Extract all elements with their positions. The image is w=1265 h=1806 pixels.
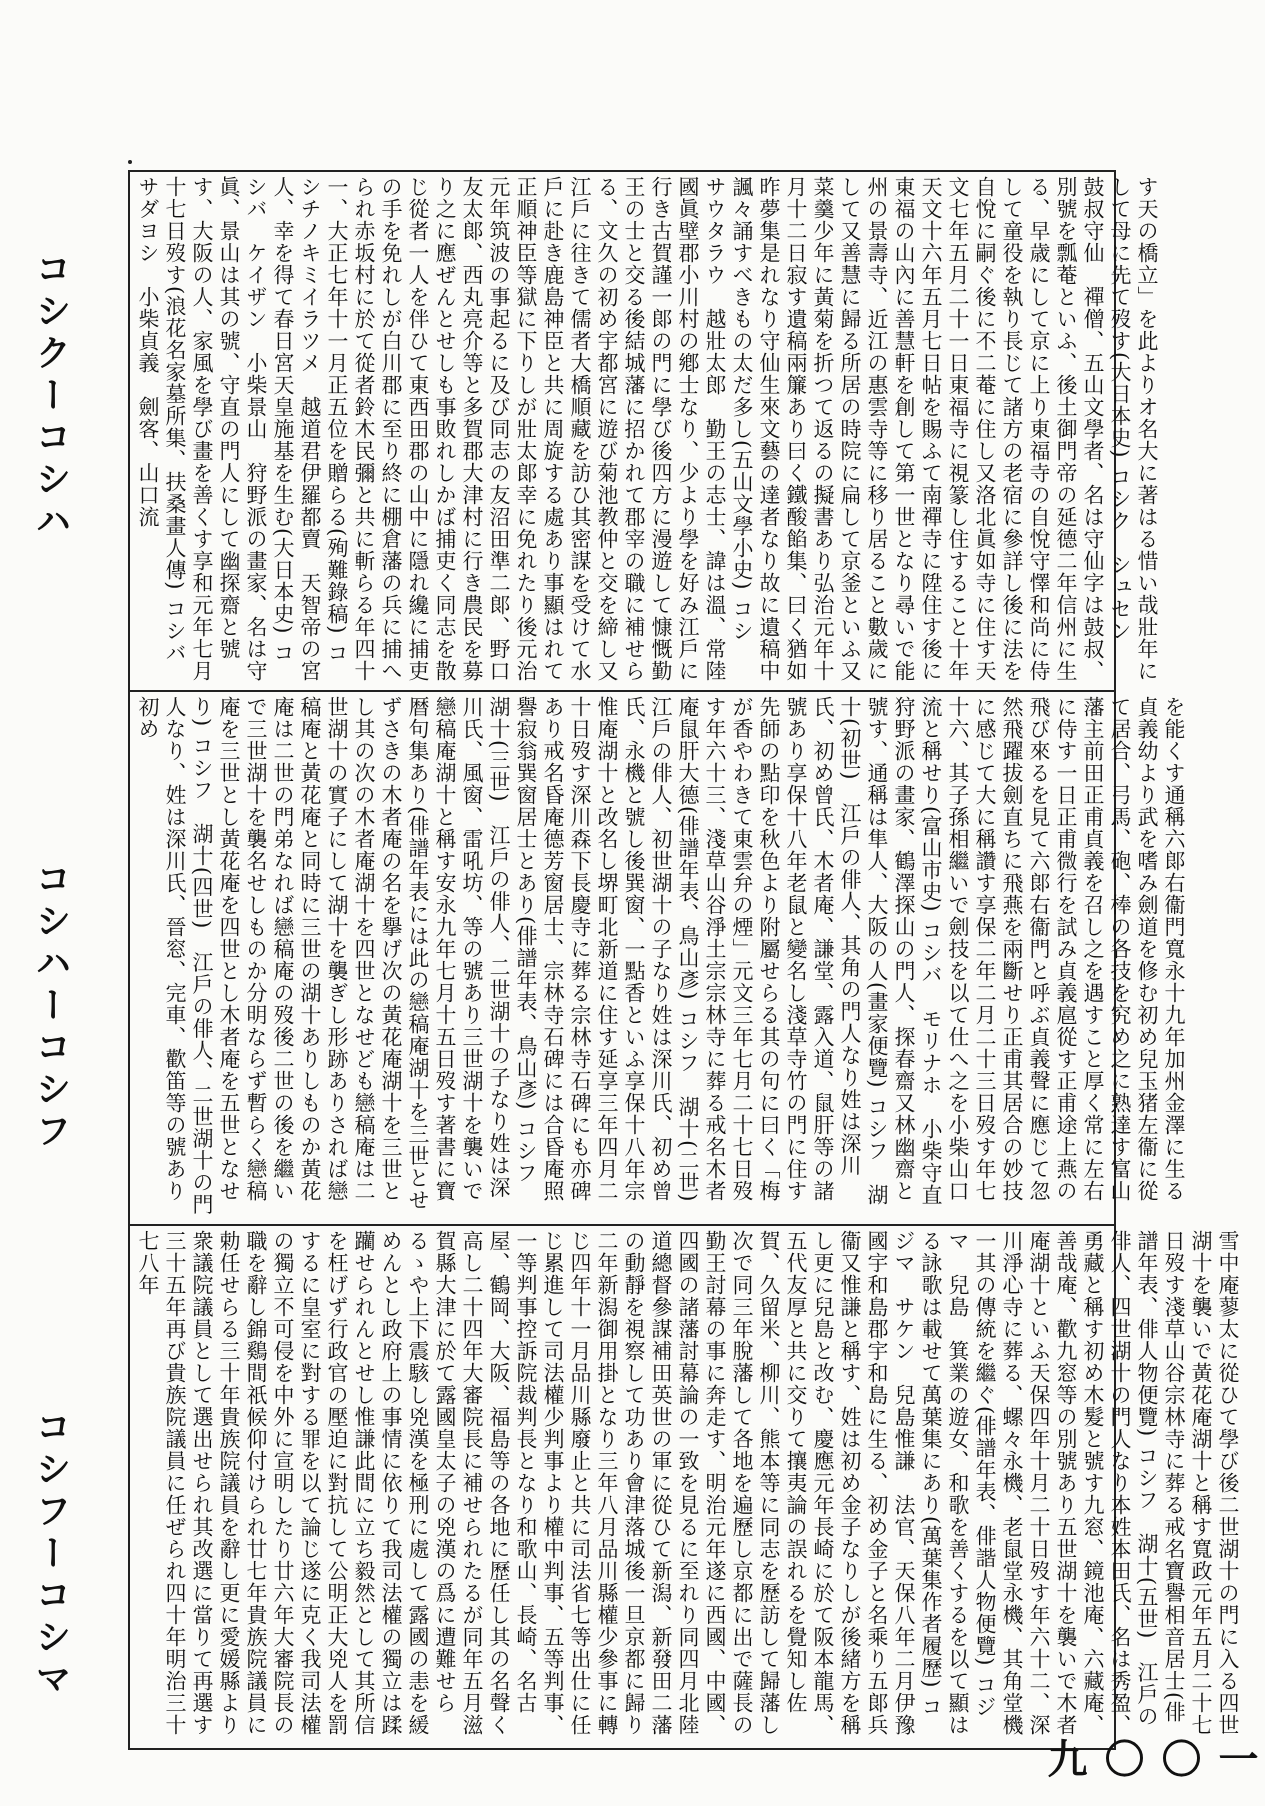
entry-kojima-iken: コジマ サケン 兒島惟謙 法官、天保八年二月伊豫國宇和島郡宇和島に生る、初め金子と名乘り五郞兵衞又惟謙と稱す、姓は初め金子なりしが後緒方を稱し更に兒島と改む、慶應元年長崎に於て阪本龍馬、五代友厚と共に交りて攘夷論の誤れるを覺知し佐賀、久留米、柳川、熊本等に同志を歷訪して歸藩し次で同三年脫藩して各地を遍歷し京都に出で薩長の勤王討幕の事に奔走す、明治元年遂に西國、中國、四國の諸藩討幕論の一致を見るに至れり同四月北陸道總督參謀補田英世の軍に從ひて新潟、新發田二藩の動靜を視察して功あり會津落城後一旦京都に歸り二年新潟御用掛となり三年八月品川縣權少參事に轉じ四年十一月品川縣廢止と共に司法省七等出仕に任じ累進して司法權少判事より權中判事、五等判事、一等判事控訴院裁判長となり和歌山、長崎、名古屋、鶴岡、大阪、福島等の各地に歷任し其の名聲く高し二十四年大審院長に補せられたるが同年五月滋賀縣大津に於て露國皇太子の兇漢の爲に遭難せらるゝや上下震駭し兇漢を極刑に處して露國の恚を緩めんとし政府上の事情に依りて我司法權の獨立は蹂躪せられんとせし惟謙此間に立ち毅然として其所信を枉げず行政官の壓迫に對抗して公明正大兇人を罰するに皇室に對する罪を以て論じ遂に克く我司法權の獨立不可侵を中外に宣明したり廿六年大審院長の職を辭し錦鷄間祇候仰付けられ廿七年貴族院議員に勅任せらる三十年貴族院議員を辭し更に愛媛縣より衆議院議員として選出せられ其改選に當りて再選す三十五年再び貴族院議員に任ぜられ四十年明治三十七八年 xyxy=(136,1230,943,1736)
entry-kojima: コジマ 兒島 箕業の遊女、和歌を善くするを以て顯はる詠歌は載せて萬葉集にあり(萬葉集作者履歷) xyxy=(919,1230,997,1736)
entry-sadayoshi: コシバ サダヨシ 小柴貞義 劍客、山口流 xyxy=(136,176,187,687)
entry-keizan: コシバ ケイザン 小柴景山 狩野派の畫家、名は守眞、景山は其の號、守直の門人にして幽探齋と號す、大阪の人、家風を學び畫を善くす享和元年七月十七日歿す(浪花名家墓所集、扶桑畫人傳) xyxy=(163,176,295,682)
band-bottom-text xyxy=(134,1230,1241,1740)
band-middle-text xyxy=(134,696,1187,1229)
entry-continuation: 雪中庵蓼太に從ひて學び後二世湖十の門に入る四世湖十を襲いで黃花庵湖十と稱す寬政元年五月二十七日歿す淺草山谷宗林寺に葬る戒名寶譽相音居士(俳譜年表、俳人物便覽) xyxy=(1135,1230,1240,1736)
entry-koju-3: コシフ 湖十(三世) 江戶の俳人、二世湖十の子なり姓は深川氏、風窗、雷吼坊、等の號あり三世湖十を襲いで戀稿庵湖十と稱す安永九年七月十五日歿す著書に寶暦句集あり(俳譜年表には此の戀稿庵湖十を三世とせずさきの木者庵の名を擧げ次の黃花庵湖十を三世とし其の次の木者庵湖十を四世となせども戀稿庵は二世湖十の實子にして湖十を襲ぎし形跡ありされば戀稿庵と黃花庵と同時に三世の湖十ありしものか黃花庵は二世の門弟なれば戀稿庵の歿後二世の後を繼いで三世湖十を襲名せしものか分明ならず暫らく戀稿庵を三世とし黃花庵を四世とし木者庵を五世となせり) xyxy=(190,696,538,1212)
entry-koju-1: コシフ 湖十(初世) 江戶の俳人、其角の門人なり姓は深川氏、初め曾氏、木者庵、謙堂、露入道、鼠肝等の諸號あり享保十八年老鼠と變名し淺草寺竹の門に住す先師の點印を秋色より附屬せらる其の句に曰く「梅が香やわきて東雲弁の煙」元文三年七月二十七日歿す年六十三、淺草山谷淨土宗宗林寺に葬る戒名木者庵鼠肝大德(俳譜年表、鳥山彥) xyxy=(676,696,889,1207)
text-band-middle xyxy=(134,696,1186,1229)
page-number: 一〇〇九 xyxy=(1041,1738,1259,1778)
band-divider-2 xyxy=(128,1224,1116,1226)
entry-koju-5: コシフ 湖十(五世) 江戶の俳人、四世湖十の門人なり本姓本田氏、名は秀盈、勇藏と稱す初め木髮と號す九窓、鏡池庵、六藏庵、善哉庵、歡九窓等の別號あり五世湖十を襲いで木者庵湖十といふ天保四年十月二十日歿す年六十二、深川淨心寺に葬る、螺々永機、老鼠堂永機、其角堂機一其の傳統を繼ぐ(俳譜年表、俳諧人物便覽) xyxy=(973,1230,1159,1736)
text-band-bottom xyxy=(134,1230,1240,1740)
margin-dot xyxy=(128,160,132,164)
entry-irazume: コシチノキミイラツメ 越道君伊羅都賣 天智帝の宮人、幸を得て春日宮天皇施基を生む(大日本史) xyxy=(271,176,349,682)
entry-koju-4: コシフ 湖十(四世) 江戶の俳人、二世湖十の門人なり、姓は深川氏、晉窓、完車、歡笛等の號あり初め xyxy=(136,696,214,1216)
entry-continuation: す天の橋立」を此よりオ名大に著はる惜い哉壯年にして母に先て歿す(大日本史) xyxy=(1108,176,1159,682)
text-band-top xyxy=(134,176,1159,687)
band-top-text xyxy=(134,176,1160,687)
entry-shusen: コシク シュセン 鼓叔守仙 禪僧、五山文學者、名は守仙字は鼓叔、別號を瓢菴といふ、後土御門帝の延德二年信州に生る、早歳にして京に上り東福寺の自悅守懌和尚に侍して童役を執り長じて諸方の老宿に參詳し後に法を自悅に嗣ぐ後に不二菴に住し又洛北眞如寺に住す天文七年五月二十一日東福寺に視篆し住すること十年天文十六年五月七日帖を賜ふて南禪寺に陞住す後に東福の山內に善慧軒を創して第一世となり尋いで能州の景壽寺、近江の惠雲寺等に移り居ること數歲にして又善慧に歸る所居の時院に扁して京釜といふ又菜羹少年に黃菊を折つて返るの擬書あり弘治元年十月十二日寂す遺稿兩簾あり曰く鐵酸餡集、曰く猶如昨夢集是れなり守仙生來文藝の達者なり故に遺稿中諷々誦すべきもの太だ多し(五山文學小史) xyxy=(730,176,1132,682)
entry-koju-2: コシフ 湖十(二世) 江戶の俳人、初世湖十の子なり姓は深川氏、初め曾氏、永機と號し後巽窗、一點香といふ享保十八年宗惟庵湖十と改名し堺町北新道に住す延享三年四月二十日歿す深川森下長慶寺に葬る宗林寺石碑にも亦碑あり戒名昏庵德芳窗居士、宗林寺石碑には合昏庵照譽寂翁巽窗居士とあり(俳譜年表、鳥山彥) xyxy=(514,696,700,1225)
running-head-1: コシクーコシハ xyxy=(30,250,72,544)
band-divider-1 xyxy=(128,690,1116,692)
entry-morinaho: コシバ モリナホ 小柴守直 狩野派の畫家、鶴澤探山の門人、探春齋又林幽齋と號す、通稱は隼人、大阪の人(畫家便覽) xyxy=(865,696,943,1229)
entry-continuation: を能くす通稱六郞右衞門寬永十九年加州金澤に生る貞義幼より武を嗜み劍道を修む初め兒玉猪左衞に從て居合、弓馬、砲、棒の各技を究め之に熟達す富山藩主前田正甫貞義を召し之を遇すこと厚く常に左右に侍す一日正甫微行を試み貞義扈從す正甫途上燕の飛び來るを見て六郞右衞門と呼ぶ貞義聲に應じて忽然飛躍拔劍直ちに飛燕を兩斷せり正甫其居合の妙技に感じて大に稱讚す享保二年二月二十三日歿す年七十六、其子孫相繼いで劍技を以て仕へ之を小柴山口流と稱せり(富山市史) xyxy=(919,696,1186,1202)
entry-sotaro: コシ サウタラウ 越壯太郎 勤王の志士、諱は溫、常陸國眞壁郡小川村の鄕士なり、少より學を好み江戶に行き古賀謹一郞の門に學び後四方に漫遊して慷慨勤王の士と交る後結城藩に招かれて郡宰の職に補せらる、文久の初め宇都宮に遊び菊池教仲と交を締し又江戶に往きて儒者大橋順藏を訪ひ其密謀を受けて水戶に赴き鹿島神臣と共に周旋する處あり事顯はれて正順神臣等獄に下りしが壯太郞幸に免れたり後元治元年筑波の事起るに及び同志の友沼田準二郞、野口友太郞、西丸亮介等と多賀郡大津村に行き農民を募り之に應ぜんとせしも事敗れしかば捕吏く同志を散じ從者一人を伴ひて東西田郡の山中に隱れ纔に捕吏の手を免れしが白川郡に至り終に棚倉藩の兵に捕へられ赤坂村に於て從者鈴木民彌と共に斬らる年四十一、大正七年十一月正五位を贈らる(殉難錄稿) xyxy=(325,176,754,682)
running-head-2: コシハーコシフ xyxy=(30,860,72,1154)
running-head-3: コシフーコシマ xyxy=(30,1408,72,1702)
